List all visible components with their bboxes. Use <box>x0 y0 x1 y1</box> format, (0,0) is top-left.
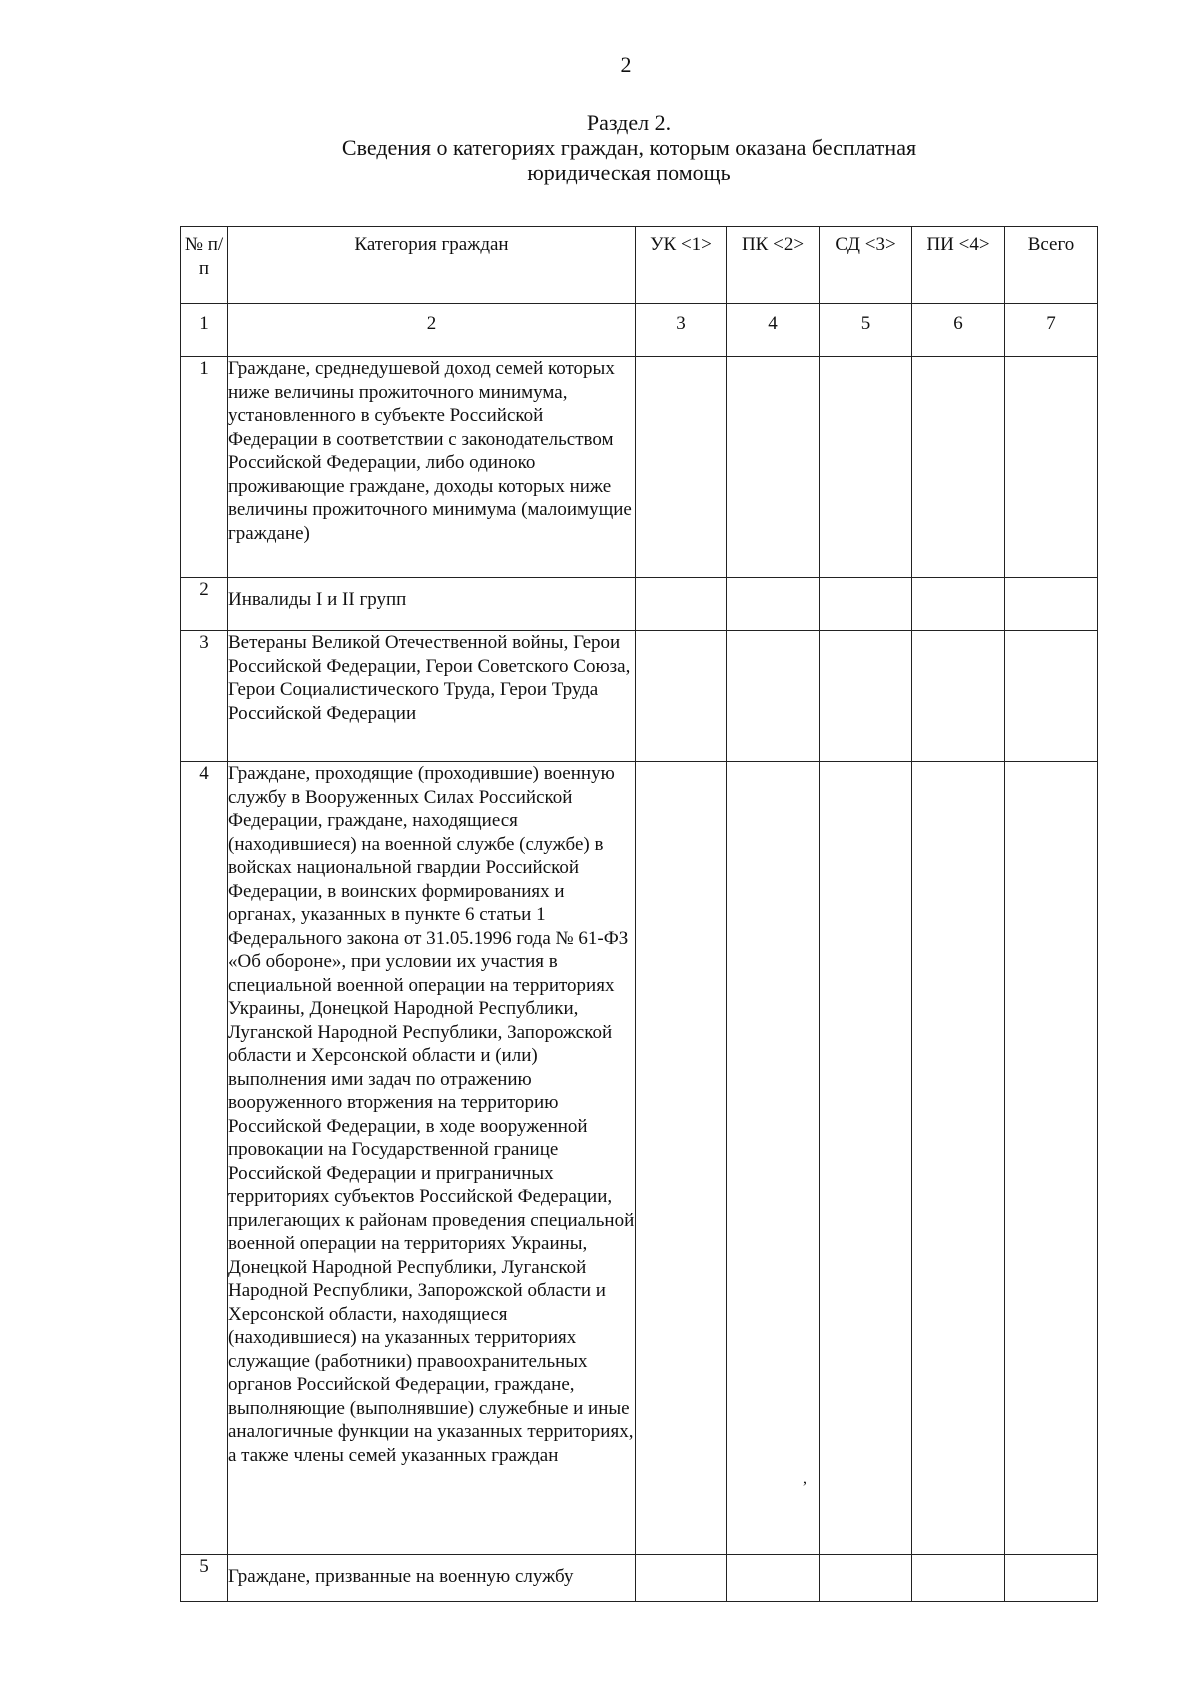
row-number: 3 <box>181 631 228 762</box>
column-index: 5 <box>820 304 912 357</box>
column-index: 3 <box>636 304 727 357</box>
table-row <box>181 762 1098 1555</box>
header-num: № п/п <box>181 227 228 304</box>
column-index: 6 <box>912 304 1005 357</box>
row-number: 2 <box>181 578 228 631</box>
section-heading <box>0 110 1200 185</box>
cell-uk[interactable] <box>636 762 727 1555</box>
cell-uk[interactable] <box>636 578 727 631</box>
table-row <box>181 1555 1098 1602</box>
table-header-row <box>181 227 1098 304</box>
row-number: 4 <box>181 762 228 1555</box>
row-category: Ветераны Великой Отечественной войны, Герои Российской Федерации, Герои Советского Союза, Герои Социалистического Труда, Герои Труда Российской Федерации <box>228 631 636 762</box>
table-row <box>181 357 1098 578</box>
cell-uk[interactable] <box>636 1555 727 1602</box>
row-category: Граждане, среднедушевой доход семей которых ниже величины прожиточного минимума, установленного в субъекте Российской Федерации в соответствии с законодательством Российской Федерации, либо одиноко проживающие граждане, доходы которых ниже величины прожиточного минимума (малоимущие граждане) <box>228 357 636 578</box>
column-index: 7 <box>1005 304 1098 357</box>
cell-pk[interactable] <box>727 762 820 1555</box>
cell-pk[interactable] <box>727 357 820 578</box>
header-uk: УК <1> <box>636 227 727 304</box>
cell-pi[interactable] <box>912 762 1005 1555</box>
cell-pi[interactable] <box>912 631 1005 762</box>
cell-total[interactable] <box>1005 578 1098 631</box>
table-row <box>181 578 1098 631</box>
cell-total[interactable] <box>1005 1555 1098 1602</box>
column-index: 4 <box>727 304 820 357</box>
header-pk: ПК <2> <box>727 227 820 304</box>
cell-pi[interactable] <box>912 357 1005 578</box>
row-number: 1 <box>181 357 228 578</box>
table-row <box>181 631 1098 762</box>
cell-sd[interactable] <box>820 578 912 631</box>
cell-uk[interactable] <box>636 357 727 578</box>
stray-mark: , <box>803 1470 807 1487</box>
cell-pk[interactable] <box>727 1555 820 1602</box>
cell-pi[interactable] <box>912 578 1005 631</box>
cell-sd[interactable] <box>820 762 912 1555</box>
section-subtitle-line2: юридическая помощь <box>527 160 731 185</box>
row-number: 5 <box>181 1555 228 1602</box>
cell-sd[interactable] <box>820 1555 912 1602</box>
cell-uk[interactable] <box>636 631 727 762</box>
header-category: Категория граждан <box>228 227 636 304</box>
column-index: 1 <box>181 304 228 357</box>
header-sd: СД <3> <box>820 227 912 304</box>
cell-pi[interactable] <box>912 1555 1005 1602</box>
cell-sd[interactable] <box>820 357 912 578</box>
header-total: Всего <box>1005 227 1098 304</box>
cell-sd[interactable] <box>820 631 912 762</box>
citizen-categories-table <box>180 226 1098 1602</box>
column-index: 2 <box>228 304 636 357</box>
row-category: Инвалиды I и II групп <box>228 578 636 631</box>
column-index-row <box>181 304 1098 357</box>
row-category: Граждане, призванные на военную службу <box>228 1555 636 1602</box>
section-subtitle-line1: Сведения о категориях граждан, которым оказана бесплатная <box>341 135 917 160</box>
row-category: Граждане, проходящие (проходившие) военную службу в Вооруженных Силах Российской Федерации, граждане, находящиеся (находившиеся) на военной службе (службе) в войсках национальной гвардии Российской Федерации, в воинских формированиях и органах, указанных в пункте 6 статьи 1 Федерального закона от 31.05.1996 года № 61-ФЗ «Об обороне», при условии их участия в специальной военной операции на территориях Украины, Донецкой Народной Республики, Луганской Народной Республики, Запорожской области и Херсонской области и (или) выполнения ими задач по отражению вооруженного вторжения на территорию Российской Федерации, в ходе вооруженной провокации на Государственной границе Российской Федерации и приграничных территориях субъектов Российской Федерации, прилегающих к районам проведения специальной военной операции на территориях Украины, Донецкой Народной Республики, Луганской Народной Республики, Запорожской области и Херсонской области, находящиеся (находившиеся) на указанных территориях служащие (работники) правоохранительных органов Российской Федерации, граждане, выполняющие (выполнявшие) служебные и иные аналогичные функции на указанных территориях, а также члены семей указанных граждан <box>228 762 636 1555</box>
section-title: Раздел 2. <box>586 110 672 135</box>
cell-total[interactable] <box>1005 762 1098 1555</box>
cell-pk[interactable] <box>727 578 820 631</box>
cell-total[interactable] <box>1005 357 1098 578</box>
cell-total[interactable] <box>1005 631 1098 762</box>
cell-pk[interactable] <box>727 631 820 762</box>
header-pi: ПИ <4> <box>912 227 1005 304</box>
page-number: 2 <box>620 52 632 77</box>
